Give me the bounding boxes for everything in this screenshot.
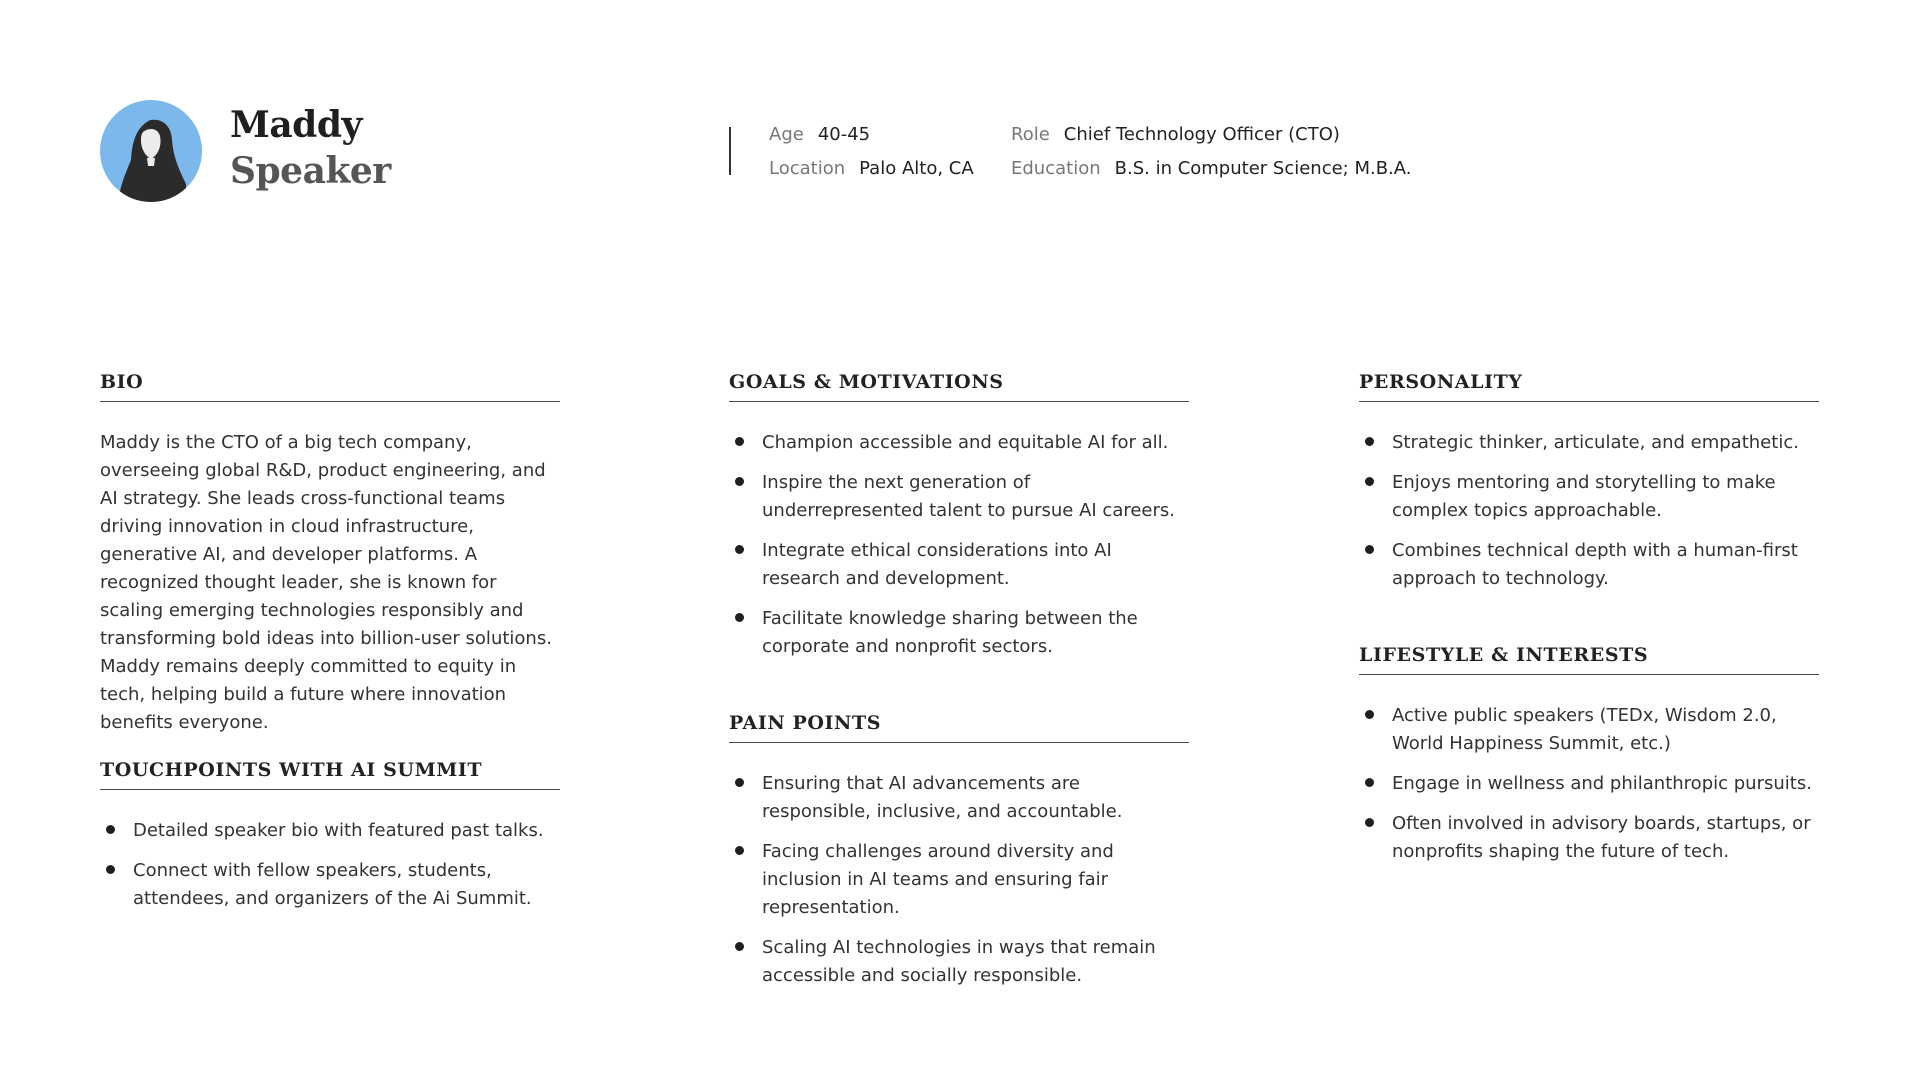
touchpoints-heading: TOUCHPOINTS WITH AI SUMMIT xyxy=(100,759,560,790)
list-item: Champion accessible and equitable AI for all. xyxy=(729,429,1189,457)
list-item: Enjoys mentoring and storytelling to make complex topics approachable. xyxy=(1359,469,1819,525)
list-item: Facilitate knowledge sharing between the corporate and nonprofit sectors. xyxy=(729,605,1189,661)
list-item: Combines technical depth with a human-first approach to technology. xyxy=(1359,537,1819,593)
list-item: Often involved in advisory boards, startups, or nonprofits shaping the future of tech. xyxy=(1359,810,1819,866)
person-silhouette-icon xyxy=(100,100,202,202)
meta-location xyxy=(769,158,974,179)
meta-education xyxy=(1011,158,1412,179)
list-item: Active public speakers (TEDx, Wisdom 2.0, World Happiness Summit, etc.) xyxy=(1359,702,1819,758)
role-label: Role xyxy=(1011,124,1050,145)
persona-name: Maddy xyxy=(230,104,362,146)
list-item: Connect with fellow speakers, students, attendees, and organizers of the Ai Summit. xyxy=(100,857,560,913)
education-value: B.S. in Computer Science; M.B.A. xyxy=(1114,158,1412,179)
meta-role xyxy=(1011,124,1340,145)
touchpoints-section xyxy=(100,759,560,925)
list-item: Scaling AI technologies in ways that remain accessible and socially responsible. xyxy=(729,934,1189,990)
list-item: Integrate ethical considerations into AI research and development. xyxy=(729,537,1189,593)
lifestyle-section xyxy=(1359,644,1819,878)
age-label: Age xyxy=(769,124,804,145)
goals-heading: GOALS & MOTIVATIONS xyxy=(729,371,1189,402)
pain-points-list xyxy=(729,770,1189,990)
bio-text: Maddy is the CTO of a big tech company, overseeing global R&D, product engineering, and AI strategy. She leads cross-functional teams driving innovation in cloud infrastructure, generative AI, and developer platforms. A recognized thought leader, she is known for scaling emerging technologies responsibly and transforming bold ideas into billion-user solutions. Maddy remains deeply committed to equity in tech, helping build a future where innovation benefits everyone. xyxy=(100,432,552,733)
list-item: Inspire the next generation of underrepresented talent to pursue AI careers. xyxy=(729,469,1189,525)
bio-section xyxy=(100,371,560,737)
goals-list xyxy=(729,429,1189,661)
age-value: 40-45 xyxy=(817,124,871,145)
list-item: Strategic thinker, articulate, and empathetic. xyxy=(1359,429,1819,457)
location-label: Location xyxy=(769,158,846,179)
header-divider xyxy=(729,127,731,175)
avatar xyxy=(100,100,202,202)
personality-heading: PERSONALITY xyxy=(1359,371,1819,402)
pain-points-section xyxy=(729,712,1189,1002)
meta-age xyxy=(769,124,870,145)
personality-section xyxy=(1359,371,1819,605)
pain-points-heading: PAIN POINTS xyxy=(729,712,1189,743)
list-item: Detailed speaker bio with featured past talks. xyxy=(100,817,560,845)
list-item: Ensuring that AI advancements are responsible, inclusive, and accountable. xyxy=(729,770,1189,826)
goals-section xyxy=(729,371,1189,673)
persona-role: Speaker xyxy=(230,150,391,192)
location-value: Palo Alto, CA xyxy=(859,158,974,179)
lifestyle-list xyxy=(1359,702,1819,866)
list-item: Engage in wellness and philanthropic pursuits. xyxy=(1359,770,1819,798)
touchpoints-list xyxy=(100,817,560,913)
list-item: Facing challenges around diversity and inclusion in AI teams and ensuring fair representation. xyxy=(729,838,1189,922)
lifestyle-heading: LIFESTYLE & INTERESTS xyxy=(1359,644,1819,675)
bio-heading: BIO xyxy=(100,371,560,402)
education-label: Education xyxy=(1011,158,1101,179)
personality-list xyxy=(1359,429,1819,593)
role-value: Chief Technology Officer (CTO) xyxy=(1063,124,1340,145)
